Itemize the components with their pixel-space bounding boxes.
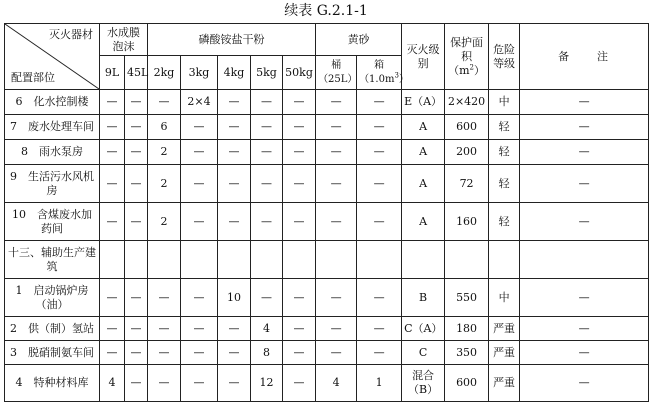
header-equipment-label: 灭火器材 (49, 28, 93, 41)
header-protect-area: 保护面积$(m^2)$ (445, 24, 489, 90)
header-diagonal-cell (5, 24, 100, 90)
header-foam-45l: 45L (125, 56, 148, 90)
header-foam: 水成膜泡沫 (100, 24, 148, 56)
header-fire-class: 灭火级别 (402, 24, 445, 90)
header-powder-50kg: 50kg (283, 56, 316, 90)
page-title: 续表 G.2.1-1 (284, 3, 368, 19)
header-remarks: 备 注 (520, 24, 649, 90)
header-powder-5kg: 5kg (251, 56, 283, 90)
table-row: 10 含煤废水加药间 — — 2 — — — — — — A 160 轻 — (5, 203, 649, 241)
table-row: 6 化水控制楼 — — — 2×4 — — — — — E（A） 2×420 中 — (5, 90, 649, 115)
header-powder: 磷酸铵盐干粉 (148, 24, 316, 56)
table-section-row: 十三、辅助生产建筑 (5, 241, 649, 279)
table-row: 4 特种材料库 4 — — — — 12 — 4 1 混合（B） 600 严重 — (5, 365, 649, 402)
table-row: 2 供（制）氢站 — — — — — 4 — — — C（A） 180 严重 — (5, 317, 649, 341)
table-row: 1 启动锅炉房（油） — — — — 10 — — — — B 550 中 — (5, 279, 649, 317)
header-sand-bucket: 桶 （25L） (316, 56, 357, 90)
header-sand-box: 箱 $(1.0m^3)$ (357, 56, 402, 90)
table-row: 7 废水处理车间 — — 6 — — — — — — A 600 轻 — (5, 115, 649, 140)
header-powder-3kg: 3kg (181, 56, 218, 90)
header-hazard: 危险等级 (489, 24, 520, 90)
extinguisher-table (4, 23, 649, 402)
header-sand: 黄砂 (316, 24, 402, 56)
header-location-label: 配置部位 (11, 71, 55, 84)
header-foam-9l: 9L (100, 56, 125, 90)
table-row: 9 生活污水风机房 — — 2 — — — — — — A 72 轻 — (5, 165, 649, 203)
header-powder-2kg: 2kg (148, 56, 181, 90)
table-row: 3 脱硝制氨车间 — — — — — 8 — — — C 350 严重 — (5, 341, 649, 365)
table-row: 8 雨水泵房 — — 2 — — — — — — A 200 轻 — (5, 140, 649, 165)
header-powder-4kg: 4kg (218, 56, 251, 90)
